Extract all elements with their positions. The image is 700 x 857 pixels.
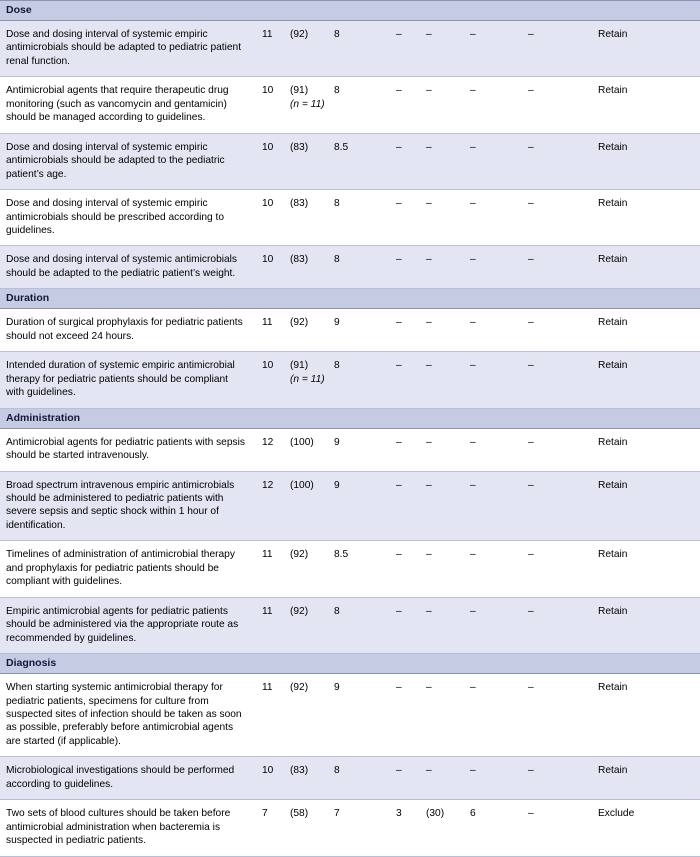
round2-agree-percent: – [422, 352, 466, 408]
round3-value: – [524, 757, 594, 800]
round2-agree-count: – [392, 428, 422, 471]
round2-agree-percent: – [422, 246, 466, 289]
round1-agree-percent [286, 471, 330, 541]
round3-value: – [524, 309, 594, 352]
round1-median: 8.5 [330, 541, 392, 597]
table-row [0, 800, 700, 856]
round1-agree-percent-value: (92) [290, 605, 309, 617]
round1-agree-count [258, 133, 286, 189]
round2-agree-percent: – [422, 597, 466, 653]
round1-median: 8 [330, 757, 392, 800]
round2-agree-count: – [392, 21, 422, 77]
round1-agree-count [258, 77, 286, 133]
round1-agree-percent-value: (92) [290, 317, 309, 329]
table-row [0, 309, 700, 352]
round1-agree-count-value: 11 [262, 682, 273, 694]
round1-agree-percent [286, 190, 330, 246]
round2-agree-count: – [392, 674, 422, 757]
round3-value: – [524, 471, 594, 541]
round2-agree-percent: – [422, 674, 466, 757]
round2-median: – [466, 309, 524, 352]
section-header-row [0, 1, 700, 21]
round1-agree-percent-value: (91) [290, 360, 309, 372]
round2-agree-percent: – [422, 757, 466, 800]
round1-agree-percent [286, 21, 330, 77]
round3-value: – [524, 133, 594, 189]
round1-agree-count [258, 471, 286, 541]
round1-agree-percent [286, 309, 330, 352]
round1-agree-percent-value: (83) [290, 198, 309, 210]
round2-median: – [466, 77, 524, 133]
round1-agree-percent-value: (92) [290, 682, 309, 694]
section-header-row [0, 654, 700, 674]
round1-median: 8.5 [330, 133, 392, 189]
action-cell: Retain [594, 246, 700, 289]
round1-agree-count [258, 246, 286, 289]
round1-median: 7 [330, 800, 392, 856]
round1-agree-percent-value: (100) [290, 436, 314, 448]
round1-agree-percent [286, 800, 330, 856]
round1-agree-count-value: 10 [262, 85, 274, 97]
round1-median: 8 [330, 597, 392, 653]
round1-agree-count [258, 541, 286, 597]
action-cell: Retain [594, 471, 700, 541]
round2-agree-count: – [392, 597, 422, 653]
round3-value: – [524, 21, 594, 77]
table-row [0, 190, 700, 246]
round1-agree-count [258, 352, 286, 408]
statement-cell: Dose and dosing interval of systemic antimicrobials should be adapted to the pediatric patient’s weight. [0, 246, 258, 289]
action-cell: Retain [594, 21, 700, 77]
action-cell: Retain [594, 77, 700, 133]
round2-agree-count: – [392, 352, 422, 408]
round1-median: 8 [330, 352, 392, 408]
round3-value: – [524, 541, 594, 597]
section-title: Administration [0, 408, 700, 428]
round1-agree-count [258, 309, 286, 352]
round3-value: – [524, 246, 594, 289]
round1-agree-percent-value: (91) [290, 85, 309, 97]
round2-agree-percent: – [422, 541, 466, 597]
action-cell: Retain [594, 541, 700, 597]
table-row [0, 246, 700, 289]
round2-agree-count: – [392, 309, 422, 352]
round1-agree-percent [286, 77, 330, 133]
section-title: Diagnosis [0, 654, 700, 674]
round1-agree-percent [286, 133, 330, 189]
section-title: Duration [0, 289, 700, 309]
round1-agree-count [258, 674, 286, 757]
round1-agree-percent-value: (83) [290, 141, 309, 153]
round2-agree-percent: – [422, 190, 466, 246]
round3-value: – [524, 352, 594, 408]
statement-cell: Duration of surgical prophylaxis for pediatric patients should not exceed 24 hours. [0, 309, 258, 352]
round2-agree-count: – [392, 541, 422, 597]
action-cell: Retain [594, 190, 700, 246]
round2-median: – [466, 597, 524, 653]
table-row [0, 352, 700, 408]
round2-median: – [466, 352, 524, 408]
round2-median: 6 [466, 800, 524, 856]
round2-median: – [466, 133, 524, 189]
action-cell: Retain [594, 133, 700, 189]
round1-median: 9 [330, 471, 392, 541]
table-row [0, 541, 700, 597]
table-row [0, 757, 700, 800]
round1-agree-percent [286, 246, 330, 289]
round2-median: – [466, 541, 524, 597]
round2-median: – [466, 190, 524, 246]
round1-agree-percent-value: (92) [290, 29, 309, 40]
table-body [0, 1, 700, 857]
round1-agree-count-value: 10 [262, 765, 274, 777]
round1-median: 9 [330, 428, 392, 471]
round3-value: – [524, 190, 594, 246]
table-row [0, 21, 700, 77]
action-cell: Exclude [594, 800, 700, 856]
statement-cell: Timelines of administration of antimicrobial therapy and prophylaxis for pediatric patients should be compliant with guidelines. [0, 541, 258, 597]
round1-agree-count-value: 11 [262, 317, 273, 329]
round2-agree-percent: – [422, 21, 466, 77]
table-row [0, 597, 700, 653]
action-cell: Retain [594, 352, 700, 408]
round1-agree-percent [286, 597, 330, 653]
action-cell: Retain [594, 309, 700, 352]
round1-agree-count [258, 190, 286, 246]
round1-agree-count-value: 11 [262, 29, 273, 40]
round1-agree-percent [286, 428, 330, 471]
statement-cell: Two sets of blood cultures should be taken before antimicrobial administration when bacteremia is suspected in pediatric patients. [0, 800, 258, 856]
round1-agree-count-value: 10 [262, 198, 274, 210]
table-row [0, 428, 700, 471]
section-header-row [0, 289, 700, 309]
round2-agree-percent: – [422, 471, 466, 541]
section-header-row [0, 408, 700, 428]
round1-sample-note: (n = 11) [290, 373, 325, 385]
round1-median: 8 [330, 77, 392, 133]
round1-agree-count [258, 428, 286, 471]
statement-cell: Dose and dosing interval of systemic empiric antimicrobials should be adapted to the pediatric patient’s age. [0, 133, 258, 189]
round3-value: – [524, 597, 594, 653]
round2-agree-count: – [392, 190, 422, 246]
round2-median: – [466, 428, 524, 471]
round1-agree-percent-value: (92) [290, 549, 309, 561]
round1-agree-count-value: 10 [262, 254, 274, 266]
round1-agree-count-value: 11 [262, 549, 273, 561]
round1-agree-count [258, 757, 286, 800]
round1-agree-count-value: 7 [262, 808, 268, 820]
round1-agree-percent-value: (100) [290, 479, 314, 491]
statement-cell: Antimicrobial agents that require therapeutic drug monitoring (such as vancomycin and gentamicin) should be managed according to guidelines. [0, 77, 258, 133]
statement-cell: Antimicrobial agents for pediatric patients with sepsis should be started intravenously. [0, 428, 258, 471]
round1-agree-count [258, 597, 286, 653]
statement-cell: Intended duration of systemic empiric antimicrobial therapy for pediatric patients should be compliant with guidelines. [0, 352, 258, 408]
round1-median: 9 [330, 674, 392, 757]
statement-cell: Broad spectrum intravenous empiric antimicrobials should be administered to pediatric patients with severe sepsis and septic shock within 1 hour of identification. [0, 471, 258, 541]
action-cell: Retain [594, 757, 700, 800]
round1-agree-count [258, 21, 286, 77]
round3-value: – [524, 428, 594, 471]
round1-agree-percent [286, 757, 330, 800]
round1-agree-percent [286, 674, 330, 757]
round1-agree-count-value: 10 [262, 360, 274, 372]
round2-median: – [466, 21, 524, 77]
table-row [0, 77, 700, 133]
round1-agree-count-value: 12 [262, 479, 274, 491]
round1-agree-count-value: 10 [262, 141, 274, 153]
round1-agree-percent-value: (58) [290, 808, 309, 820]
round3-value: – [524, 800, 594, 856]
round1-median: 8 [330, 21, 392, 77]
round2-agree-count: 3 [392, 800, 422, 856]
action-cell: Retain [594, 428, 700, 471]
round2-agree-count: – [392, 246, 422, 289]
round1-median: 8 [330, 246, 392, 289]
round1-median: 9 [330, 309, 392, 352]
round3-value: – [524, 674, 594, 757]
table-row [0, 674, 700, 757]
round2-agree-percent: – [422, 133, 466, 189]
round2-agree-count: – [392, 133, 422, 189]
statement-cell: Empiric antimicrobial agents for pediatric patients should be administered via the appropriate route as recommended by guidelines. [0, 597, 258, 653]
round2-agree-count: – [392, 757, 422, 800]
section-title: Dose [0, 1, 700, 21]
statement-cell: Microbiological investigations should be performed according to guidelines. [0, 757, 258, 800]
round2-median: – [466, 471, 524, 541]
action-cell: Retain [594, 597, 700, 653]
round1-agree-count-value: 11 [262, 605, 273, 617]
round2-agree-percent: (30) [422, 800, 466, 856]
round1-agree-percent-value: (83) [290, 254, 309, 266]
round1-median: 8 [330, 190, 392, 246]
round1-agree-percent-value: (83) [290, 765, 309, 777]
round2-median: – [466, 674, 524, 757]
statement-cell: Dose and dosing interval of systemic empiric antimicrobials should be adapted to pediatric patient renal function. [0, 21, 258, 77]
round1-agree-count-value: 12 [262, 436, 274, 448]
table-row [0, 471, 700, 541]
round1-agree-count [258, 800, 286, 856]
round1-agree-percent [286, 541, 330, 597]
round2-agree-percent: – [422, 309, 466, 352]
statement-cell: Dose and dosing interval of systemic empiric antimicrobials should be prescribed according to guidelines. [0, 190, 258, 246]
round2-agree-percent: – [422, 428, 466, 471]
round1-sample-note: (n = 11) [290, 98, 325, 110]
round2-agree-count: – [392, 471, 422, 541]
round2-median: – [466, 757, 524, 800]
round3-value: – [524, 77, 594, 133]
round2-agree-percent: – [422, 77, 466, 133]
round2-median: – [466, 246, 524, 289]
statement-cell: When starting systemic antimicrobial therapy for pediatric patients, specimens for culture from suspected sites of infection should be taken as soon as possible, preferably before antimicrobial agents are started (if applicable). [0, 674, 258, 757]
round1-agree-percent [286, 352, 330, 408]
table-row [0, 133, 700, 189]
action-cell: Retain [594, 674, 700, 757]
round2-agree-count: – [392, 77, 422, 133]
